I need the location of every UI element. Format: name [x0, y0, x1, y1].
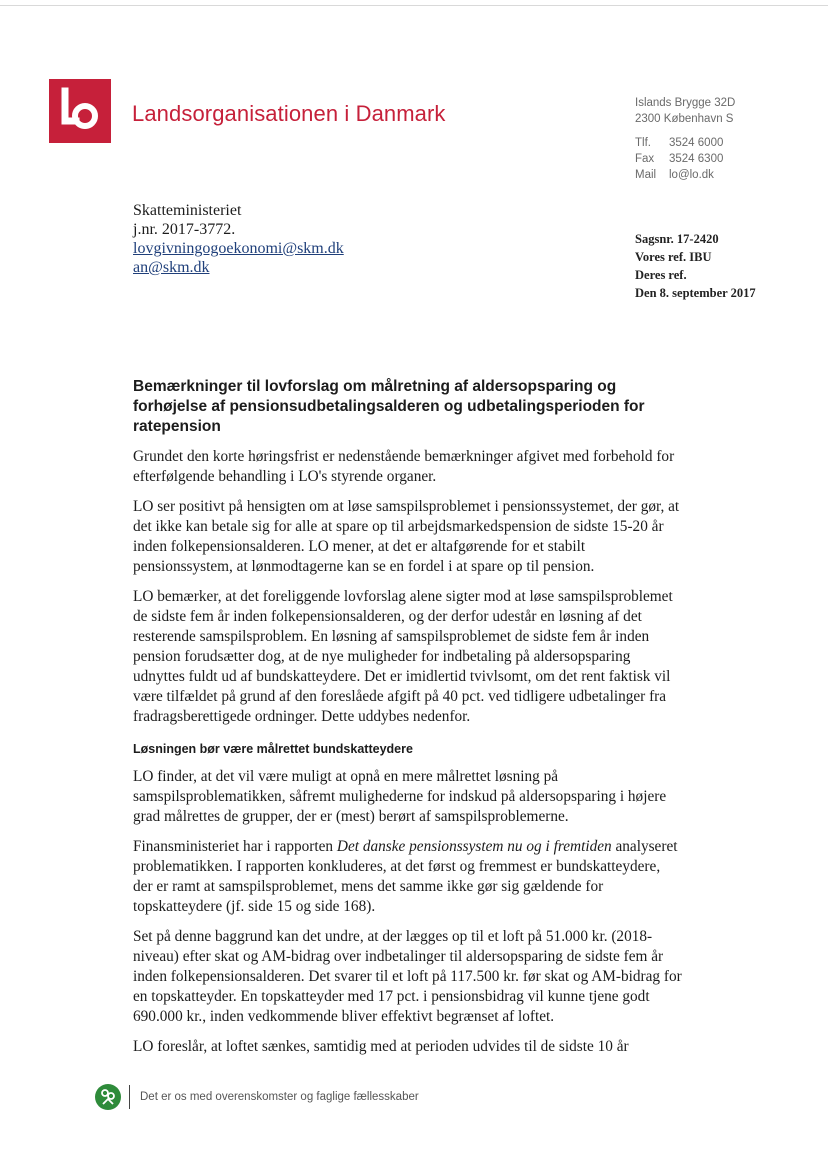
- case-reference: Sagsnr. 17-2420: [635, 232, 719, 246]
- org-name: Landsorganisationen i Danmark: [132, 101, 446, 126]
- footer: [95, 1084, 419, 1110]
- paragraph-3: LO bemærker, at det foreliggende lovforslag alene sigter mod at løse samspilsproblemet de sidste fem år inden folkepensionsalderen, og der derfor udestår en løsning af det resterende samspilsproblem. En løsning af samspilsproblemet de sidste fem år inden pension forudsætter dog, at de nye muligheder for indbetaling på aldersopsparing udnyttes fuldt ud af bundskatteydere. Det er imidlertid tvivlsomt, om det rent faktisk vil være tilfældet på grund af den foreslåede afgift på 40 pct. ved tidligere udbetalinger fra fradragsberettigede ordninger. Dette uddybes nedenfor.: [133, 588, 673, 725]
- recipient-case-number: j.nr. 2017-3772.: [133, 221, 236, 238]
- our-reference: Vores ref. IBU: [635, 250, 712, 264]
- phone-row: [635, 135, 815, 151]
- reference-block: [635, 230, 815, 302]
- section-subheading: Løsningen bør være målrettet bundskatteydere: [133, 742, 413, 756]
- recipient-name: Skatteministeriet: [133, 202, 242, 219]
- letter-body: [133, 377, 683, 1067]
- lo-logo: [49, 79, 111, 143]
- address-line1: Islands Brygge 32D: [635, 97, 736, 109]
- paragraph-4: LO finder, at det vil være muligt at opnå en mere målrettet løsning på samspilsproblematikken, såfremt mulighederne for indskud på aldersopsparing i højere grad målrettes de grupper, der er (mest) berørt af samspilsproblemerne.: [133, 768, 667, 825]
- fax-label: Fax: [635, 153, 655, 165]
- paragraph-6: Set på denne baggrund kan det undre, at der lægges op til et loft på 51.000 kr. (2018-niveau) efter skat og AM-bidrag over indbetalinger til aldersopsparing de sidste fem år inden folkepensionsalderen. Det svarer til et loft på 117.500 kr. før skat og AM-bidrag for en topskatteyder. En topskatteyder med 17 pct. i pensionsbidrag vil kunne tjene godt 690.000 kr., inden vedkommende bliver effektivt begrænset af loftet.: [133, 928, 682, 1025]
- phone-value: 3524 6000: [669, 137, 724, 149]
- paragraph-2: LO ser positivt på hensigten om at løse samspilsproblemet i pensionssystemet, der gør, at det ikke kan betale sig for alle at spare op til arbejdsmarkedspension de sidste 15-20 år inden folkepensionsalderen. LO mener, at det er altafgørende for et stabilt pensionssystem, at lønmodtagerne kan se en fordel i at spare op til pension.: [133, 498, 680, 575]
- lo-logo-icon: [49, 79, 111, 143]
- mail-value: lo@lo.dk: [669, 169, 714, 181]
- contact-block: [635, 95, 815, 183]
- fax-row: [635, 151, 815, 167]
- paragraph-5-suffix: analyseret problematikken. I rapporten konkluderes, at det først og fremmest er bundskatteydere, der er ramt at samspilsproblemet, mens det samme ikke gør sig gældende for topskatteydere (jf. side 15 og side 168).: [133, 838, 678, 915]
- fax-value: 3524 6300: [669, 153, 724, 165]
- footer-people-icon: [95, 1084, 121, 1110]
- your-reference: Deres ref.: [635, 268, 687, 282]
- recipient-block: [133, 201, 344, 277]
- letter-heading: Bemærkninger til lovforslag om målretning af aldersopsparing og forhøjelse af pensionsudbetalingsalderen og udbetalingsperioden for ratepension: [133, 378, 645, 435]
- mail-row: [635, 167, 815, 183]
- paragraph-7: LO foreslår, at loftet sænkes, samtidig med at perioden udvides til de sidste 10 år: [133, 1038, 629, 1055]
- letter-date: Den 8. september 2017: [635, 286, 756, 300]
- paragraph-1: Grundet den korte høringsfrist er nedenstående bemærkninger afgivet med forbehold for efterfølgende behandling i LO's styrende organer.: [133, 448, 675, 485]
- phone-label: Tlf.: [635, 137, 651, 149]
- recipient-email-link-1[interactable]: lovgivningogoekonomi@skm.dk: [133, 240, 344, 257]
- paragraph-5: [133, 837, 683, 917]
- mail-label: Mail: [635, 169, 657, 181]
- address-line2: 2300 København S: [635, 113, 734, 125]
- footer-divider: [129, 1085, 130, 1109]
- footer-tagline: Det er os med overenskomster og faglige fællesskaber: [140, 1091, 419, 1103]
- recipient-email-link-2[interactable]: an@skm.dk: [133, 259, 210, 276]
- report-title: Det danske pensionssystem nu og i fremtiden: [336, 838, 612, 855]
- paragraph-5-prefix: Finansministeriet har i rapporten: [133, 838, 337, 855]
- scan-edge-line: [0, 5, 828, 6]
